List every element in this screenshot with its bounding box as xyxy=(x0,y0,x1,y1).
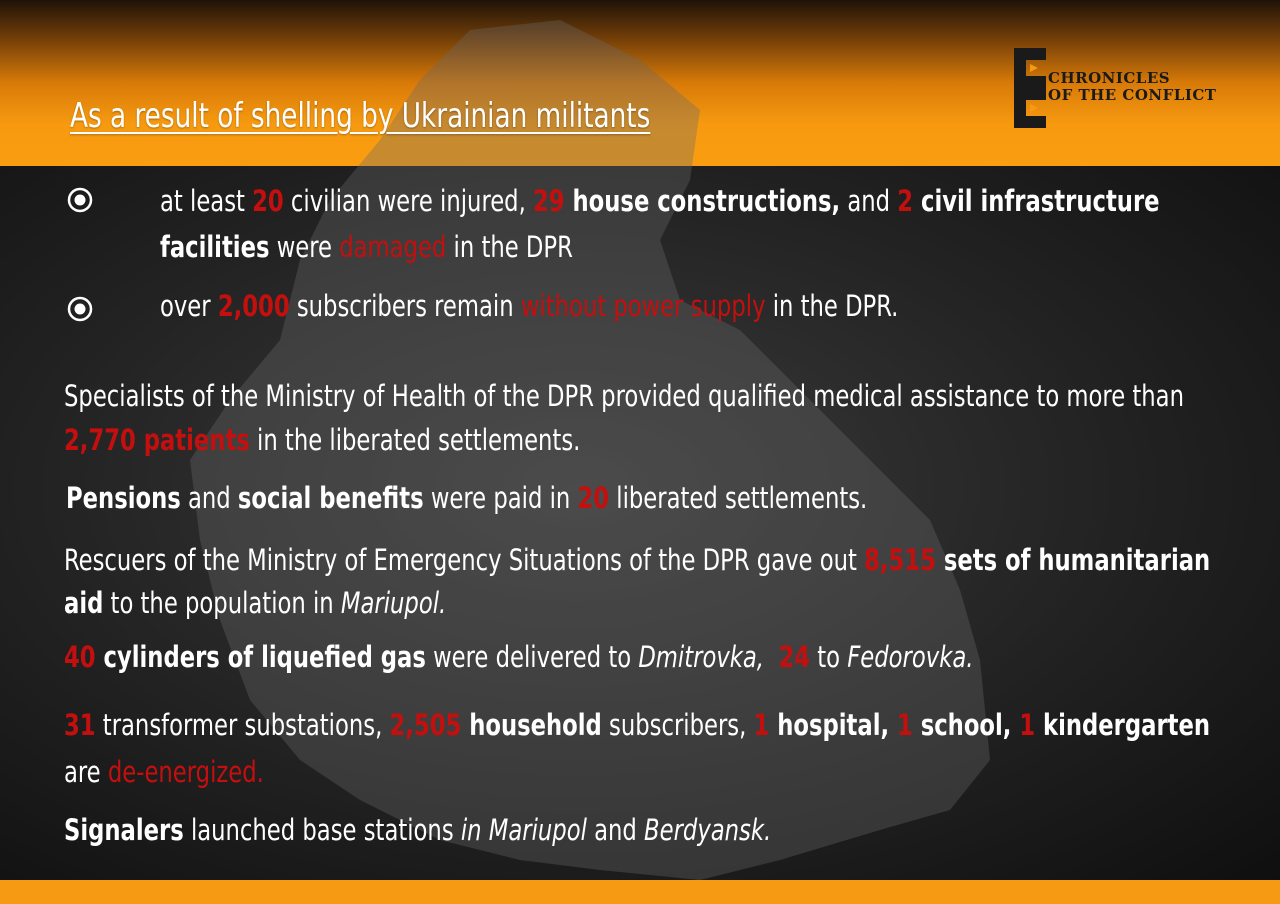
text-segment: over xyxy=(160,289,218,323)
kindergarten-count: 1 xyxy=(1019,708,1036,742)
text-segment: in the liberated settlements. xyxy=(249,423,581,457)
text-segment: kindergarten xyxy=(1035,708,1211,742)
energy-line-1 xyxy=(64,702,1210,748)
text-segment: to the population in xyxy=(103,586,341,620)
energy-line-2 xyxy=(64,749,264,795)
text-segment: social benefits xyxy=(237,481,424,515)
bullet-2-line-1 xyxy=(160,283,898,329)
logo-mark-icon xyxy=(1012,46,1048,130)
house-count: 29 xyxy=(533,184,565,218)
text-segment: were paid in xyxy=(423,481,578,515)
injured-count: 20 xyxy=(252,184,284,218)
text-segment: aid xyxy=(64,586,104,620)
pensions-line xyxy=(66,475,867,521)
text-segment: civil infrastructure xyxy=(913,184,1160,218)
text-segment: hospital, xyxy=(769,708,897,742)
bullet-1-line-1 xyxy=(160,178,1160,224)
rescuers-line-2 xyxy=(64,580,446,626)
health-line-1: Specialists of the Ministry of Health of the DPR provided qualified medical assistance to more than xyxy=(64,379,1184,413)
logo-text xyxy=(1048,70,1216,104)
text-segment: at least xyxy=(160,184,253,218)
text-segment: in the DPR. xyxy=(765,289,899,323)
rescuers-line-1 xyxy=(64,537,1210,583)
text-segment: household xyxy=(461,708,602,742)
text-segment: subscribers, xyxy=(601,708,754,742)
text-segment: house constructions, xyxy=(564,184,841,218)
text-segment: are xyxy=(64,755,108,789)
deenergized-highlight: de-energized. xyxy=(107,755,264,789)
text-segment: Pensions xyxy=(66,481,181,515)
text-segment: facilities xyxy=(160,230,270,264)
footer-bar xyxy=(0,880,1280,904)
page-title: As a result of shelling by Ukrainian militants xyxy=(70,96,651,136)
text-segment: in the DPR xyxy=(446,230,573,264)
place-name: Dmitrovka, xyxy=(638,640,765,674)
bullet-1-line-2 xyxy=(160,224,573,270)
chronicles-logo xyxy=(1012,46,1232,130)
place-name: Mariupol. xyxy=(340,586,447,620)
text-segment: were xyxy=(269,230,340,264)
radio-bullet-icon xyxy=(67,187,93,213)
text-segment: civilian were injured, xyxy=(283,184,534,218)
radio-bullet-icon xyxy=(67,296,93,322)
signalers-line xyxy=(64,807,771,853)
place-name: Berdyansk. xyxy=(644,813,772,847)
text-segment: school, xyxy=(912,708,1020,742)
substations-count: 31 xyxy=(64,708,96,742)
settlements-count: 20 xyxy=(577,481,610,515)
cylinders-count: 40 xyxy=(64,640,96,674)
text-segment: sets of humanitarian xyxy=(935,543,1211,577)
text-segment: transformer substations, xyxy=(95,708,390,742)
text-segment: and xyxy=(840,184,898,218)
text-segment: Rescuers of the Ministry of Emergency Situations of the DPR gave out xyxy=(64,543,865,577)
text-segment: and xyxy=(180,481,238,515)
text-segment: to xyxy=(810,640,848,674)
health-line-2 xyxy=(64,417,580,463)
place-name: Fedorovka. xyxy=(847,640,974,674)
text-segment: were delivered to xyxy=(425,640,639,674)
damaged-highlight: damaged xyxy=(339,230,447,264)
school-count: 1 xyxy=(896,708,913,742)
text-segment: Signalers xyxy=(64,813,184,847)
cylinders-count-2: 24 xyxy=(778,640,811,674)
logo-line-2: OF THE CONFLICT xyxy=(1048,86,1217,104)
infra-count: 2 xyxy=(897,184,914,218)
text-segment: liberated settlements. xyxy=(609,481,868,515)
gas-line xyxy=(64,634,973,680)
logo-line-1: CHRONICLES xyxy=(1048,69,1171,87)
subscribers-count: 2,000 xyxy=(217,289,290,323)
no-power-highlight: without power supply xyxy=(520,289,766,323)
household-count: 2,505 xyxy=(389,708,462,742)
text-segment: and xyxy=(586,813,645,847)
hospital-count: 1 xyxy=(753,708,770,742)
humanitarian-sets-count: 8,515 xyxy=(864,543,936,577)
text-segment: cylinders of liquefied gas xyxy=(95,640,426,674)
text-segment: subscribers remain xyxy=(289,289,521,323)
text-segment: launched base stations xyxy=(183,813,461,847)
place-name: in Mariupol xyxy=(460,813,587,847)
patients-count: 2,770 patients xyxy=(64,423,250,457)
